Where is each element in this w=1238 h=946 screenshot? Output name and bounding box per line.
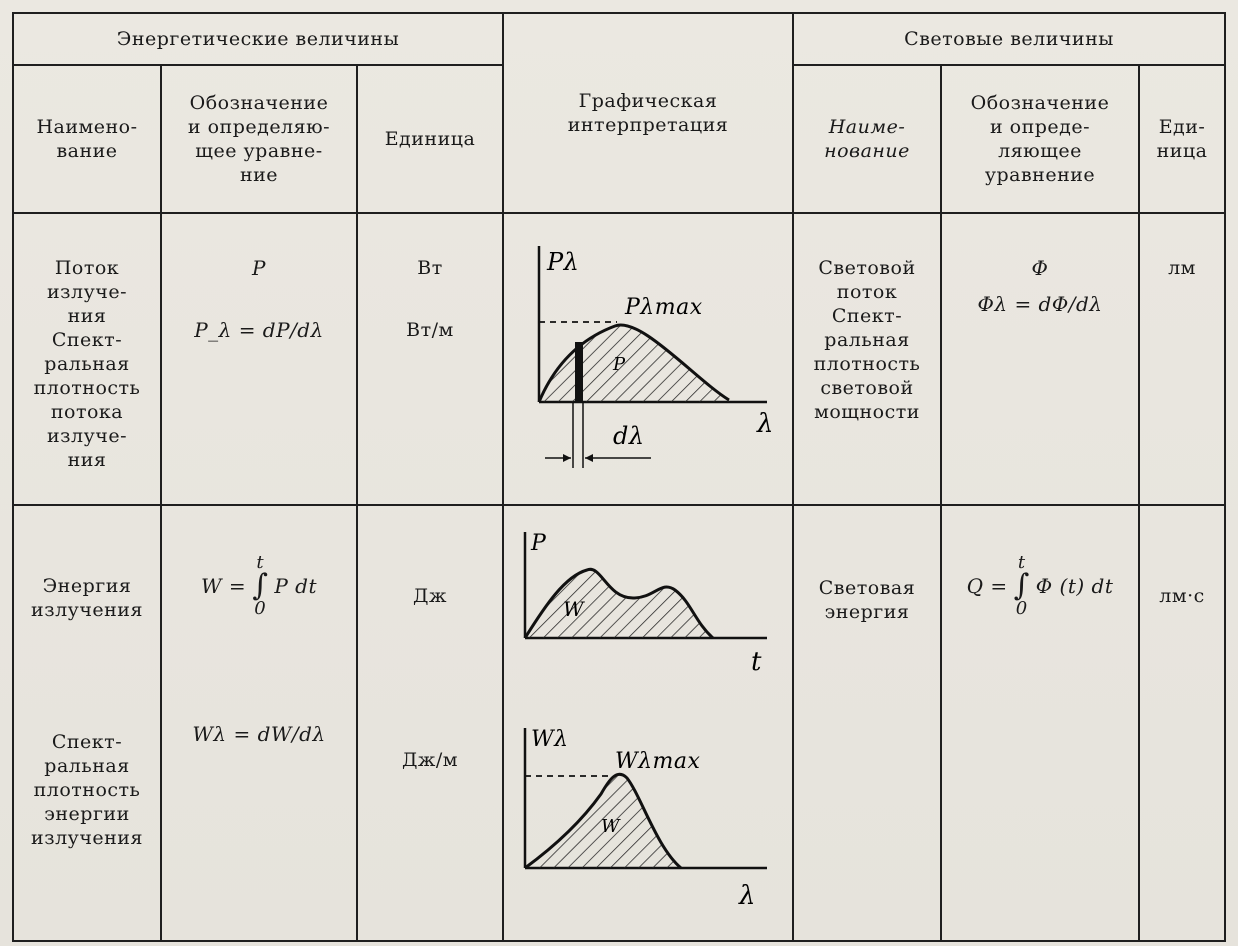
light-flux-spectral-formula: Φλ = dΦ/dλ [977, 292, 1103, 316]
energy-unit: Дж [413, 585, 447, 607]
light-integral-upper-limit: t [1017, 552, 1026, 573]
spectral-area-label: W [601, 816, 621, 837]
light-flux-notation-cell [941, 213, 1139, 505]
flux-notation-cell [161, 213, 357, 505]
energy-graphs [505, 506, 791, 934]
light-energy-formula-integrand: Φ (t) dt [1035, 574, 1114, 598]
energy-name: Энергия излучения [31, 575, 143, 621]
time-x-label: t [751, 647, 762, 677]
integral-icon: t ∫ 0 [252, 552, 269, 619]
light-energy-name: Световая энергия [818, 577, 916, 623]
energy-notation-cell [161, 505, 357, 941]
light-flux-unit-cell [1139, 213, 1225, 505]
flux-peak-label: Pλmax [625, 295, 703, 320]
light-integral-lower-limit: 0 [1015, 598, 1028, 619]
flux-spectral-unit: Вт/м [406, 319, 454, 341]
light-quantities-header: Световые величины [793, 13, 1225, 65]
spectral-energy-name: Спект- ральная плотность энергии излучения [31, 731, 143, 849]
energy-formula-lhs: W = [201, 574, 247, 598]
arrowhead-left [563, 454, 571, 462]
spectral-peak-label: Wλmax [615, 749, 701, 774]
energy-unit-header: Единица [357, 65, 503, 213]
flux-graph-cell [503, 213, 793, 505]
energy-quantities-header: Энергетические величины [13, 13, 503, 65]
flux-formula: P [252, 256, 266, 280]
flux-y-label: Pλ [547, 248, 580, 276]
quantities-table [12, 12, 1226, 942]
light-flux-unit: лм [1168, 257, 1196, 279]
arrowhead-right [585, 454, 593, 462]
energy-area-label: W [563, 597, 585, 621]
energy-graph-cell [503, 505, 793, 941]
light-energy-formula [942, 554, 1138, 618]
energy-name-header: Наимено- вание [13, 65, 161, 213]
graphic-interpretation-header: Графическая интерпретация [503, 13, 793, 213]
spectral-energy-unit: Дж/м [401, 749, 459, 771]
light-name-header: Наиме- нование [793, 65, 941, 213]
light-energy-unit-cell [1139, 505, 1225, 941]
flux-unit-cell [357, 213, 503, 505]
light-energy-notation-cell [941, 505, 1139, 941]
flux-dlambda-label: dλ [613, 422, 645, 450]
light-energy-unit: лм·с [1159, 585, 1205, 607]
light-notation-header: Обозначение и опреде- ляющее уравнение [941, 65, 1139, 213]
light-flux-formula: Φ [1031, 256, 1049, 280]
energy-name-cell [13, 505, 161, 941]
light-unit-header: Еди- ница [1139, 65, 1225, 213]
integral-upper-limit: t [256, 552, 265, 573]
flux-name-cell: Поток излуче- ния Спект- ральная плотность потока излуче- ния [13, 213, 161, 505]
light-integral-icon: t ∫ 0 [1013, 552, 1030, 619]
light-energy-formula-lhs: Q = [966, 574, 1008, 598]
integral-lower-limit: 0 [254, 598, 267, 619]
light-energy-name-cell [793, 505, 941, 941]
spectral-y-label: Wλ [531, 727, 569, 752]
time-y-label: P [531, 531, 547, 556]
flux-area [539, 325, 729, 402]
energy-notation-header: Обозначение и определяю- щее уравне- ние [161, 65, 357, 213]
flux-area-label: P [613, 354, 626, 375]
flux-unit: Вт [417, 257, 443, 279]
flux-x-label: λ [757, 409, 774, 439]
flux-spectrum-graph [505, 214, 791, 498]
energy-unit-cell [357, 505, 503, 941]
energy-formula [162, 554, 356, 618]
light-flux-name-cell: Световой поток Спект- ральная плотность световой мощности [793, 213, 941, 505]
spectral-strip [575, 342, 583, 402]
spectral-x-label: λ [739, 881, 756, 911]
flux-spectral-formula: P_λ = dP/dλ [194, 318, 324, 342]
spectral-energy-formula: Wλ = dW/dλ [192, 722, 326, 746]
energy-formula-integrand: P dt [274, 574, 317, 598]
energy-area [525, 569, 713, 638]
